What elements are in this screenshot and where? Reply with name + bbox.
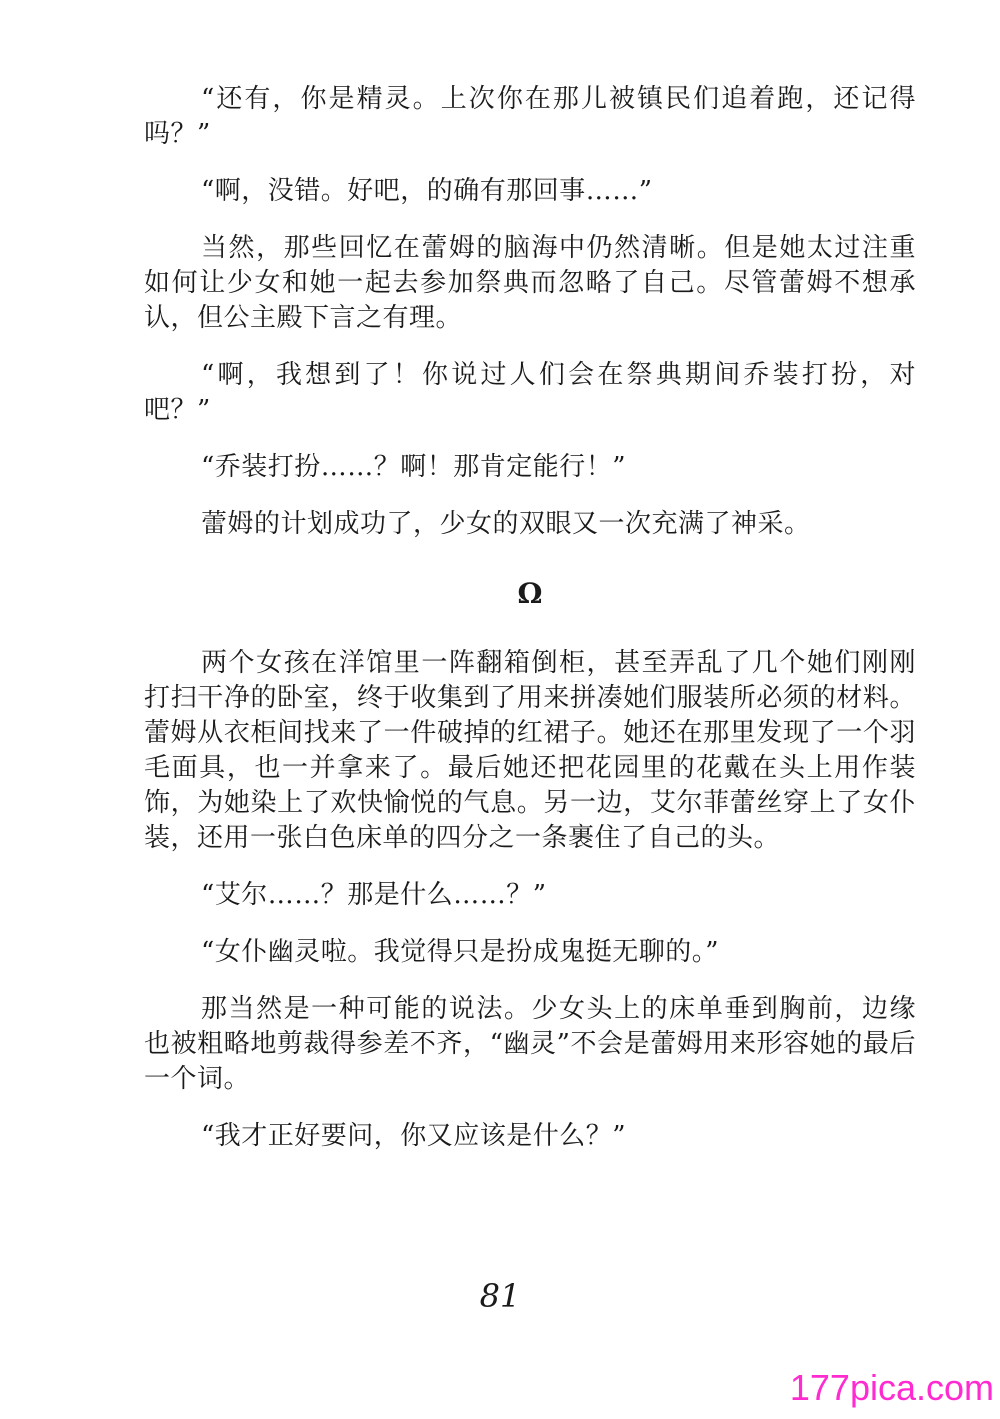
paragraph: 那当然是一种可能的说法。少女头上的床单垂到胸前，边缘也被粗略地剪裁得参差不齐，“幽灵”不会是蕾姆用来形容她的最后一个词。 [144, 994, 916, 1094]
paragraph: “女仆幽灵啦。我觉得只是扮成鬼挺无聊的。” [201, 937, 720, 967]
paragraph: 两个女孩在洋馆里一阵翻箱倒柜，甚至弄乱了几个她们刚刚打扫干净的卧室，终于收集到了用来拼凑她们服装所必须的材料。蕾姆从衣柜间找来了一件破掉的红裙子。她还在那里发现了一个羽毛面具，也一并拿来了。最后她还把花园里的花戴在头上用作装饰，为她染上了欢快愉悦的气息。另一边，艾尔菲蕾丝穿上了女仆装，还用一张白色床单的四分之一条裹住了自己的头。 [144, 648, 916, 853]
page-number: 81 [479, 1277, 521, 1315]
page-body [144, 82, 916, 1176]
paragraph: “乔装打扮……？啊！那肯定能行！” [201, 452, 627, 482]
paragraph: “我才正好要问，你又应该是什么？” [201, 1121, 627, 1151]
paragraph: 当然，那些回忆在蕾姆的脑海中仍然清晰。但是她太过注重如何让少女和她一起去参加祭典而忽略了自己。尽管蕾姆不想承认，但公主殿下言之有理。 [144, 233, 916, 333]
paragraph: “啊，没错。好吧，的确有那回事……” [201, 176, 653, 206]
paragraph: “艾尔……？那是什么……？” [201, 880, 547, 910]
watermark: 177pica.com [789, 1367, 994, 1408]
paragraph: 蕾姆的计划成功了，少女的双眼又一次充满了神采。 [201, 509, 811, 539]
paragraph: “啊，我想到了！你说过人们会在祭典期间乔装打扮，对吧？” [144, 360, 916, 425]
paragraph: “还有，你是精灵。上次你在那儿被镇民们追着跑，还记得吗？” [144, 84, 916, 149]
section-divider: Ω [517, 577, 543, 610]
